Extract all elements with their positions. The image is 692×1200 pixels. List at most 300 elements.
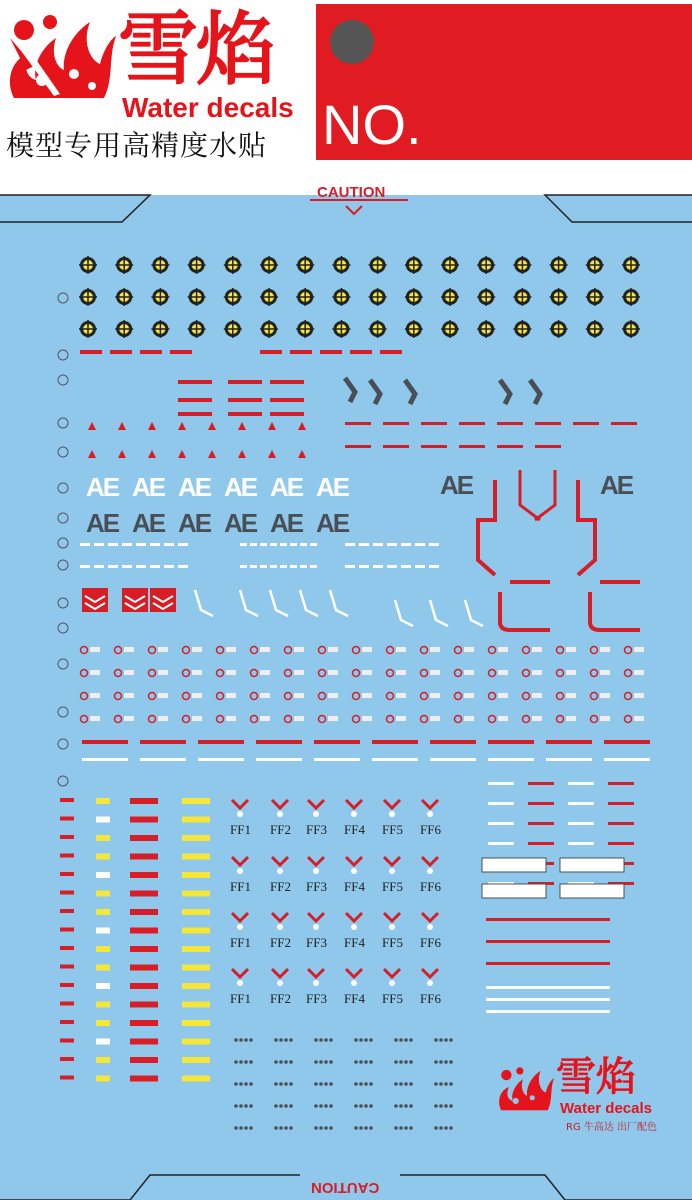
stripe-decal [270,543,277,546]
stripe-decal [280,543,287,546]
stripe-decal [60,854,74,858]
stripe-decal [182,817,210,823]
ring-decal [90,670,100,675]
chevron-decal [370,380,380,404]
ring-decal [566,716,576,721]
ae-logo-decal: AE [316,472,349,502]
warning-decal-icon [208,422,216,430]
stripe-decal [528,802,554,805]
ff-label: FF5 [382,822,403,837]
target-decal-icon [115,320,133,338]
dot-decal [324,1126,328,1130]
stripe-decal [429,543,439,546]
wing-emblem-icon [351,980,357,986]
stripe-decal [96,1020,110,1026]
ring-decal [634,716,644,721]
warning-decal-icon [148,422,156,430]
dot-decal [399,1060,403,1064]
ring-decal [421,693,428,700]
dot-decal [434,1104,438,1108]
target-decal-icon [260,256,278,274]
ring-decal [489,716,496,723]
ring-decal [158,670,168,675]
dot-decal [314,1038,318,1042]
dot-decal [284,1038,288,1042]
stripe-decal [96,983,110,989]
stripe-decal [401,543,411,546]
stripe-decal [96,835,110,841]
ring-decal [421,716,428,723]
ring-decal [566,670,576,675]
stripe-decal [430,758,476,761]
ring-decal [362,716,372,721]
stripe-decal [130,798,158,804]
stripe-decal [486,962,610,965]
ff-label: FF5 [382,935,403,950]
index-number-icon [58,659,68,669]
ring-decal [532,693,542,698]
stripe-decal [130,909,158,915]
footer-product-note: RG 牛高达 出厂配色 [566,1122,658,1133]
index-number-icon [58,418,68,428]
ring-decal [260,693,270,698]
dot-decal [369,1082,373,1086]
stripe-decal [182,1057,210,1063]
stripe-decal [429,565,439,568]
ring-decal [192,693,202,698]
ring-decal [183,716,190,723]
ff-label: FF1 [230,822,251,837]
dot-decal [274,1082,278,1086]
warning-decal-icon [208,450,216,458]
ff-label: FF2 [270,822,291,837]
target-decal-icon [296,256,314,274]
ring-decal [353,670,360,677]
dot-decal [369,1060,373,1064]
ring-decal [566,647,576,652]
stripe-decal [130,983,158,989]
stripe-decal [96,946,110,952]
stripe-decal [359,565,369,568]
stripe-decal [528,782,554,785]
ring-decal [557,670,564,677]
sheet-frame-line [400,1175,692,1200]
dot-decal [404,1104,408,1108]
chevron-decal [500,380,510,404]
stripe-decal [270,565,277,568]
stripe-decal [228,412,262,416]
ring-decal [396,693,406,698]
dot-decal [239,1060,243,1064]
stripe-decal [345,445,371,448]
target-decal-icon [224,320,242,338]
dot-decal [274,1060,278,1064]
placard-decal [560,858,624,872]
ff-label: FF3 [306,822,327,837]
ring-decal [523,647,530,654]
ring-decal [158,716,168,721]
wing-emblem-icon [272,857,288,865]
target-decal-icon [405,288,423,306]
dot-decal [249,1126,253,1130]
dot-decal [359,1038,363,1042]
stripe-decal [528,822,554,825]
warning-decal-icon [268,422,276,430]
dot-decal [284,1060,288,1064]
ring-decal [362,693,372,698]
dot-decal [354,1038,358,1042]
index-number-icon [58,375,68,385]
ring-decal [464,647,474,652]
target-decal-icon [369,288,387,306]
dot-decal [279,1082,283,1086]
warning-decal-icon [118,450,126,458]
ff-label: FF1 [230,991,251,1006]
dot-decal [404,1082,408,1086]
warning-decal-icon [298,450,306,458]
target-decal-icon [586,288,604,306]
target-decal-icon [513,288,531,306]
ring-decal [498,670,508,675]
target-decal-icon [513,320,531,338]
stripe-decal [60,983,74,987]
ae-logo-decal: AE [86,472,119,502]
stripe-decal [94,543,104,546]
stripe-decal [497,445,523,448]
stripe-decal [60,1002,74,1006]
dot-decal [244,1038,248,1042]
dot-decal [274,1126,278,1130]
line-decal [240,590,258,616]
ring-decal [251,716,258,723]
ring-decal [498,647,508,652]
ring-decal [226,670,236,675]
stripe-decal [182,928,210,934]
stripe-decal [60,1057,74,1061]
target-decal-icon [188,320,206,338]
dot-decal [369,1038,373,1042]
stripe-decal [108,543,118,546]
index-number-icon [58,483,68,493]
dot-decal [289,1126,293,1130]
ff-label: FF3 [306,991,327,1006]
ring-decal [387,716,394,723]
ring-decal [226,716,236,721]
dot-decal [439,1082,443,1086]
warning-decal-icon [298,422,306,430]
dot-decal [409,1060,413,1064]
wing-emblem-icon [272,913,288,921]
dot-decal [369,1104,373,1108]
warning-decal-icon [88,450,96,458]
target-decal-icon [369,256,387,274]
ring-decal [396,647,406,652]
target-decal-icon [477,320,495,338]
stripe-decal [314,758,360,761]
wing-emblem-icon [277,924,283,930]
dot-decal [409,1126,413,1130]
ring-decal [557,647,564,654]
ring-decal [591,716,598,723]
wing-emblem-icon [427,811,433,817]
stripe-decal [373,543,383,546]
dot-decal [244,1104,248,1108]
ring-decal [81,693,88,700]
ring-decal [464,670,474,675]
stripe-decal [300,565,307,568]
ring-decal [90,647,100,652]
wing-emblem-icon [313,924,319,930]
wing-emblem-icon [313,980,319,986]
index-number-icon [58,707,68,717]
ff-label: FF6 [420,822,441,837]
ring-decal [260,670,270,675]
wing-emblem-icon [427,980,433,986]
stripe-decal [182,854,210,860]
stripe-decal [80,543,90,546]
stripe-decal [546,758,592,761]
wing-emblem-icon [427,924,433,930]
dot-decal [404,1038,408,1042]
ring-decal [158,647,168,652]
dot-decal [234,1126,238,1130]
stripe-decal [401,565,411,568]
wing-emblem-icon [313,811,319,817]
ring-decal [260,647,270,652]
bracket-decal [520,470,540,520]
dot-decal [319,1060,323,1064]
line-decal [430,600,448,626]
dot-decal [274,1104,278,1108]
dot-decal [394,1038,398,1042]
dot-decal [234,1082,238,1086]
stripe-decal [290,565,297,568]
stripe-decal [320,350,342,354]
ring-decal [192,716,202,721]
target-decal-icon [260,288,278,306]
wing-emblem-icon [351,868,357,874]
ring-decal [600,670,610,675]
ring-decal [523,670,530,677]
stripe-decal [96,965,110,971]
chevron-decal [405,380,415,404]
wing-emblem-icon [237,868,243,874]
wing-emblem-icon [308,913,324,921]
ff-label: FF6 [420,991,441,1006]
stripe-decal [359,543,369,546]
dot-decal [354,1126,358,1130]
wing-emblem-icon [389,980,395,986]
ring-decal [489,670,496,677]
index-number-icon [58,513,68,523]
dot-decal [314,1082,318,1086]
stripe-decal [415,565,425,568]
dot-decal [314,1060,318,1064]
dot-decal [319,1126,323,1130]
ring-decal [498,693,508,698]
stripe-decal [488,740,534,744]
stripe-decal [182,798,210,804]
ring-decal [353,693,360,700]
ring-decal [285,716,292,723]
stripe-decal [604,758,650,761]
wing-emblem-icon [308,800,324,808]
dot-decal [279,1060,283,1064]
stripe-decal [96,872,110,878]
dot-decal [319,1038,323,1042]
dot-decal [394,1126,398,1130]
stripe-decal [486,1010,610,1013]
stripe-decal [459,422,485,425]
stripe-decal [421,422,447,425]
dot-decal [314,1104,318,1108]
dot-decal [439,1126,443,1130]
index-number-icon [58,538,68,548]
ring-decal [455,716,462,723]
ring-decal [328,670,338,675]
stripe-decal [568,822,594,825]
warning-decal-icon [148,450,156,458]
ring-decal [625,647,632,654]
ae-logo-decal: AE [86,508,119,538]
target-decal-icon [622,256,640,274]
wing-emblem-icon [422,800,438,808]
ae-logo-decal: AE [600,470,633,500]
stripe-decal [60,891,74,895]
stripe-decal [182,1039,210,1045]
ff-label: FF2 [270,879,291,894]
sheet-frame-line [0,195,150,222]
wing-emblem-icon [427,868,433,874]
dot-decal [359,1104,363,1108]
stripe-decal [250,543,257,546]
ring-decal [634,693,644,698]
dot-decal [399,1082,403,1086]
ring-decal [319,647,326,654]
stripe-decal [604,740,650,744]
ring-decal [226,647,236,652]
wing-emblem-icon [308,969,324,977]
dot-decal [324,1038,328,1042]
wing-emblem-icon [277,811,283,817]
ring-decal [532,647,542,652]
dot-decal [404,1060,408,1064]
stripe-decal [150,543,160,546]
ring-decal [421,670,428,677]
ring-decal [319,693,326,700]
ring-decal [328,647,338,652]
target-decal-icon [260,320,278,338]
stripe-decal [568,842,594,845]
target-decal-icon [151,256,169,274]
wing-emblem-icon [346,913,362,921]
ring-decal [124,693,134,698]
ring-decal [319,716,326,723]
wing-emblem-icon [272,800,288,808]
dot-decal [249,1038,253,1042]
target-decal-icon [332,288,350,306]
stripe-decal [310,565,317,568]
sheet-frame-line [545,195,692,222]
dot-decal [279,1104,283,1108]
ring-decal [285,647,292,654]
stripe-decal [130,928,158,934]
stripe-decal [122,565,132,568]
target-decal-icon [477,256,495,274]
stripe-decal [60,909,74,913]
ring-decal [251,670,258,677]
dot-decal [364,1104,368,1108]
target-decal-icon [477,288,495,306]
dot-decal [394,1082,398,1086]
ring-decal [294,647,304,652]
wing-emblem-icon [308,857,324,865]
dot-decal [364,1082,368,1086]
ff-label: FF6 [420,879,441,894]
stripe-decal [60,965,74,969]
ring-decal [294,670,304,675]
caution-top-label: CAUTION [317,184,386,201]
stripe-decal [608,802,634,805]
stripe-decal [80,565,90,568]
stripe-decal [178,398,212,402]
stripe-decal [568,782,594,785]
wing-emblem-icon [351,811,357,817]
ring-decal [285,670,292,677]
ae-logo-decal: AE [132,508,165,538]
dot-decal [394,1104,398,1108]
ring-decal [625,693,632,700]
stripe-decal [459,445,485,448]
dot-decal [324,1060,328,1064]
stripe-decal [573,422,599,425]
stripe-decal [535,445,561,448]
stripe-decal [60,946,74,950]
dot-decal [359,1082,363,1086]
stripe-decal [528,842,554,845]
target-decal-icon [332,320,350,338]
index-number-icon [58,447,68,457]
ff-label: FF3 [306,935,327,950]
target-decal-icon [550,256,568,274]
stripe-decal [383,422,409,425]
ring-decal [149,670,156,677]
stripe-decal [290,543,297,546]
ff-label: FF4 [344,991,365,1006]
ring-decal [634,647,644,652]
wing-emblem-icon [384,857,400,865]
ring-decal [217,647,224,654]
stripe-decal [130,1039,158,1045]
stripe-decal [415,543,425,546]
placard-decal [482,884,546,898]
ring-decal [362,670,372,675]
ff-label: FF6 [420,935,441,950]
footer-flame-logo-icon [496,1056,554,1120]
stripe-decal [497,422,523,425]
stripe-decal [182,1020,210,1026]
dot-decal [449,1126,453,1130]
ring-decal [430,693,440,698]
target-decal-icon [296,320,314,338]
ae-logo-decal: AE [270,472,303,502]
stripe-decal [136,565,146,568]
wing-emblem-icon [389,924,395,930]
stripe-decal [178,380,212,384]
ring-decal [464,693,474,698]
stripe-decal [82,758,128,761]
ring-decal [149,693,156,700]
